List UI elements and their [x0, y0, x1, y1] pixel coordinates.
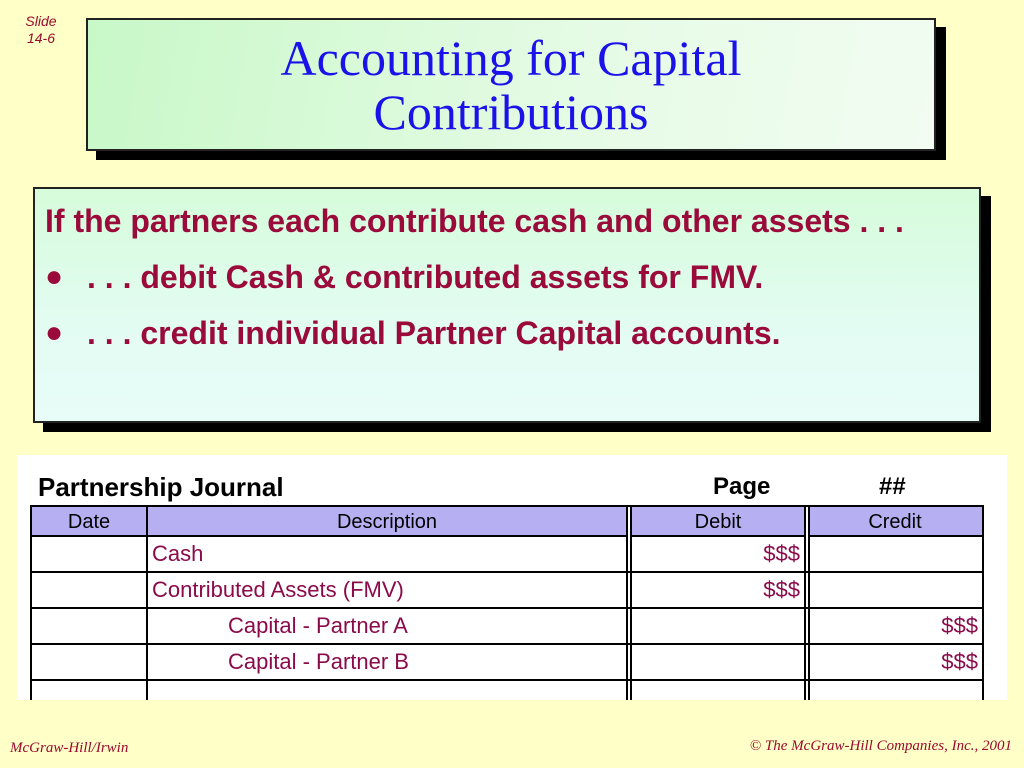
slide-number	[18, 13, 64, 47]
bullet-text: . . . credit individual Partner Capital accounts.	[87, 315, 781, 351]
journal-page-value: ##	[879, 473, 906, 500]
column-divider	[626, 507, 628, 700]
column-header-description: Description	[148, 507, 626, 537]
bullet-dot-icon: ●	[45, 260, 64, 293]
column-divider	[804, 507, 806, 700]
bullet-item	[45, 257, 979, 297]
table-row-debit: $$$	[763, 577, 800, 602]
title-box	[86, 18, 936, 151]
table-row-description: Cash	[152, 541, 204, 566]
slide-number-label: Slide	[25, 13, 57, 29]
table-row-description: Contributed Assets (FMV)	[152, 577, 404, 602]
column-header-date: Date	[32, 507, 146, 537]
table-row-description: Capital - Partner B	[228, 649, 409, 674]
table-row-credit: $$$	[941, 649, 978, 674]
journal-panel	[17, 455, 1007, 700]
bullet-item	[45, 313, 979, 353]
column-header-debit: Debit	[632, 507, 804, 537]
journal-page-label: Page	[713, 473, 771, 500]
content-box	[33, 187, 981, 423]
table-row-debit: $$$	[763, 541, 800, 566]
bullet-text: . . . debit Cash & contributed assets for FMV.	[87, 259, 764, 295]
bullet-dot-icon: ●	[45, 316, 64, 349]
slide-number-value: 14-6	[26, 30, 56, 46]
footer-copyright: © The McGraw-Hill Companies, Inc., 2001	[749, 738, 1012, 754]
footer-publisher: McGraw-Hill/Irwin	[10, 740, 129, 756]
table-row-description: Capital - Partner A	[228, 613, 408, 638]
title-line-1: Accounting for Capital	[280, 29, 742, 86]
column-divider	[146, 507, 148, 700]
intro-text: If the partners each contribute cash and other assets . . .	[45, 203, 904, 239]
row-divider	[32, 679, 982, 681]
journal-table	[30, 505, 984, 700]
table-row-credit: $$$	[941, 613, 978, 638]
title-line-2: Contributions	[373, 83, 649, 140]
column-header-credit: Credit	[808, 507, 982, 537]
journal-title: Partnership Journal	[38, 472, 284, 502]
